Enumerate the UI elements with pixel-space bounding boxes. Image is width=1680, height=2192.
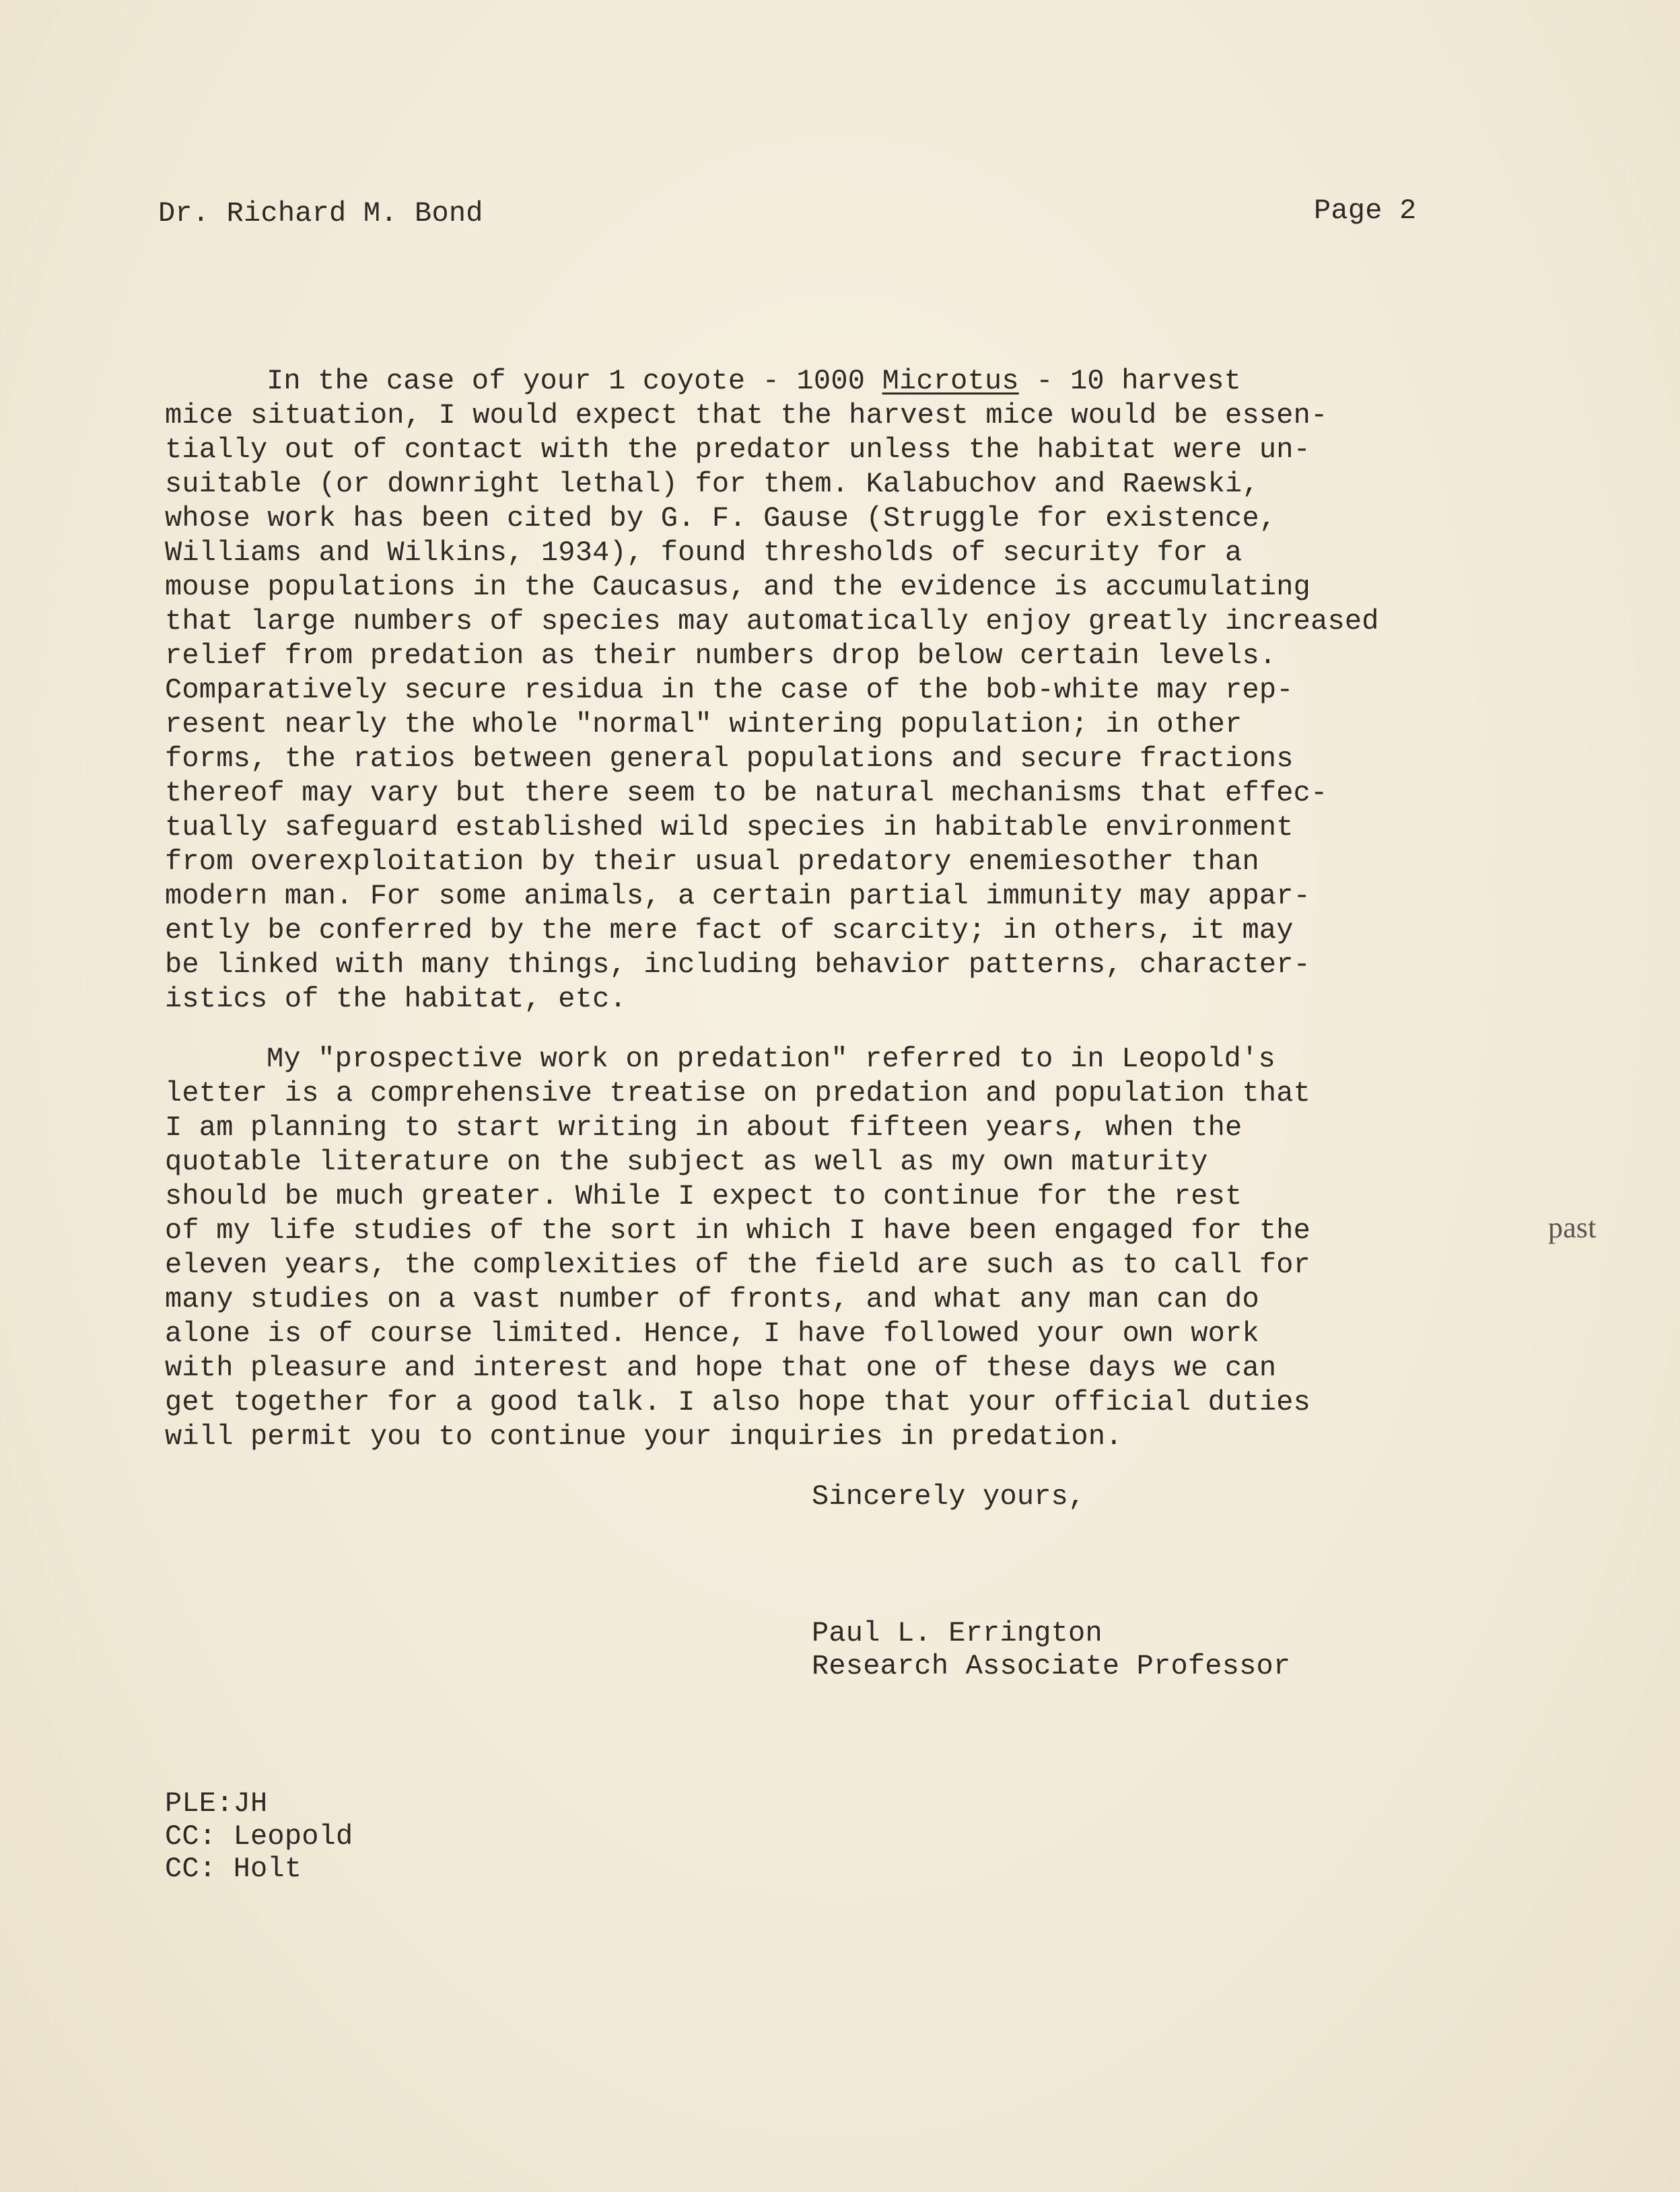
paragraph-2-line: alone is of course limited. Hence, I have followed your own work xyxy=(165,1317,1259,1350)
paragraph-2-line: of my life studies of the sort in which I have been engaged for the xyxy=(165,1214,1311,1247)
paragraph-1-line: modern man. For some animals, a certain partial immunity may appar- xyxy=(165,880,1311,912)
paragraph-1-line: istics of the habitat, etc. xyxy=(165,983,627,1015)
carbon-copy-holt: CC: Holt xyxy=(165,1853,302,1885)
signer-name: Paul L. Errington xyxy=(812,1617,1102,1649)
paragraph-2-line: get together for a good talk. I also hope that your official duties xyxy=(165,1386,1311,1418)
paragraph-1-line: forms, the ratios between general populations and secure fractions xyxy=(165,743,1294,775)
page-number: Page 2 xyxy=(1314,195,1417,227)
paragraph-1-line: from overexploitation by their usual predatory enemiesother than xyxy=(165,846,1259,878)
paragraph-2-line: eleven years, the complexities of the field are such as to call for xyxy=(165,1249,1311,1281)
paragraph-1-line: resent nearly the whole "normal" wintering population; in other xyxy=(165,708,1242,741)
paragraph-2-line: I am planning to start writing in about fifteen years, when the xyxy=(165,1111,1242,1144)
paragraph-1-line: be linked with many things, including behavior patterns, character- xyxy=(165,949,1311,981)
closing-salutation: Sincerely yours, xyxy=(812,1480,1086,1513)
paragraph-2-line: many studies on a vast number of fronts, and what any man can do xyxy=(165,1283,1259,1315)
paragraph-2-line: My "prospective work on predation" referred to in Leopold's xyxy=(267,1043,1275,1075)
paragraph-1-line: tially out of contact with the predator unless the habitat were un- xyxy=(165,434,1311,466)
paragraph-2-line: will permit you to continue your inquiries in predation. xyxy=(165,1420,1123,1453)
microtus-underlined: Microtus xyxy=(882,365,1019,397)
paragraph-1-line: Comparatively secure residua in the case of the bob-white may rep- xyxy=(165,674,1294,706)
paragraph-1-line: suitable (or downright lethal) for them. Kalabuchov and Raewski, xyxy=(165,468,1259,500)
paragraph-1-line: Williams and Wilkins, 1934), found thresholds of security for a xyxy=(165,537,1242,569)
recipient-name: Dr. Richard M. Bond xyxy=(158,197,483,230)
paragraph-1-line: that large numbers of species may automatically enjoy greatly increased xyxy=(165,605,1379,638)
paragraph-1-line: mouse populations in the Caucasus, and the evidence is accumulating xyxy=(165,571,1311,603)
signer-title: Research Associate Professor xyxy=(812,1650,1291,1682)
paragraph-1-line: ently be conferred by the mere fact of scarcity; in others, it may xyxy=(165,914,1294,947)
paragraph-2-line: quotable literature on the subject as well as my own maturity xyxy=(165,1146,1208,1178)
paragraph-2-line: letter is a comprehensive treatise on predation and population that xyxy=(165,1077,1311,1109)
paragraph-2-line: with pleasure and interest and hope that one of these days we can xyxy=(165,1352,1277,1384)
carbon-copy-leopold: CC: Leopold xyxy=(165,1820,353,1853)
paragraph-1-line: tually safeguard established wild species in habitable environment xyxy=(165,811,1294,844)
paragraph-1-line: thereof may vary but there seem to be natural mechanisms that effec- xyxy=(165,777,1328,809)
paragraph-1-line: relief from predation as their numbers drop below certain levels. xyxy=(165,640,1277,672)
p1-line1-pre: In the case of your 1 coyote - 1000 xyxy=(267,365,882,397)
paragraph-1-line: whose work has been cited by G. F. Gause (Struggle for existence, xyxy=(165,502,1277,535)
paragraph-1-line: mice situation, I would expect that the harvest mice would be essen- xyxy=(165,399,1328,432)
inserted-word-past: past xyxy=(1548,1211,1597,1244)
paragraph-2-line: should be much greater. While I expect to continue for the rest xyxy=(165,1180,1242,1212)
p1-line1-post: - 10 harvest xyxy=(1018,365,1242,397)
paragraph-1-line-1 xyxy=(267,367,1241,395)
reference-initials: PLE:JH xyxy=(165,1787,268,1820)
